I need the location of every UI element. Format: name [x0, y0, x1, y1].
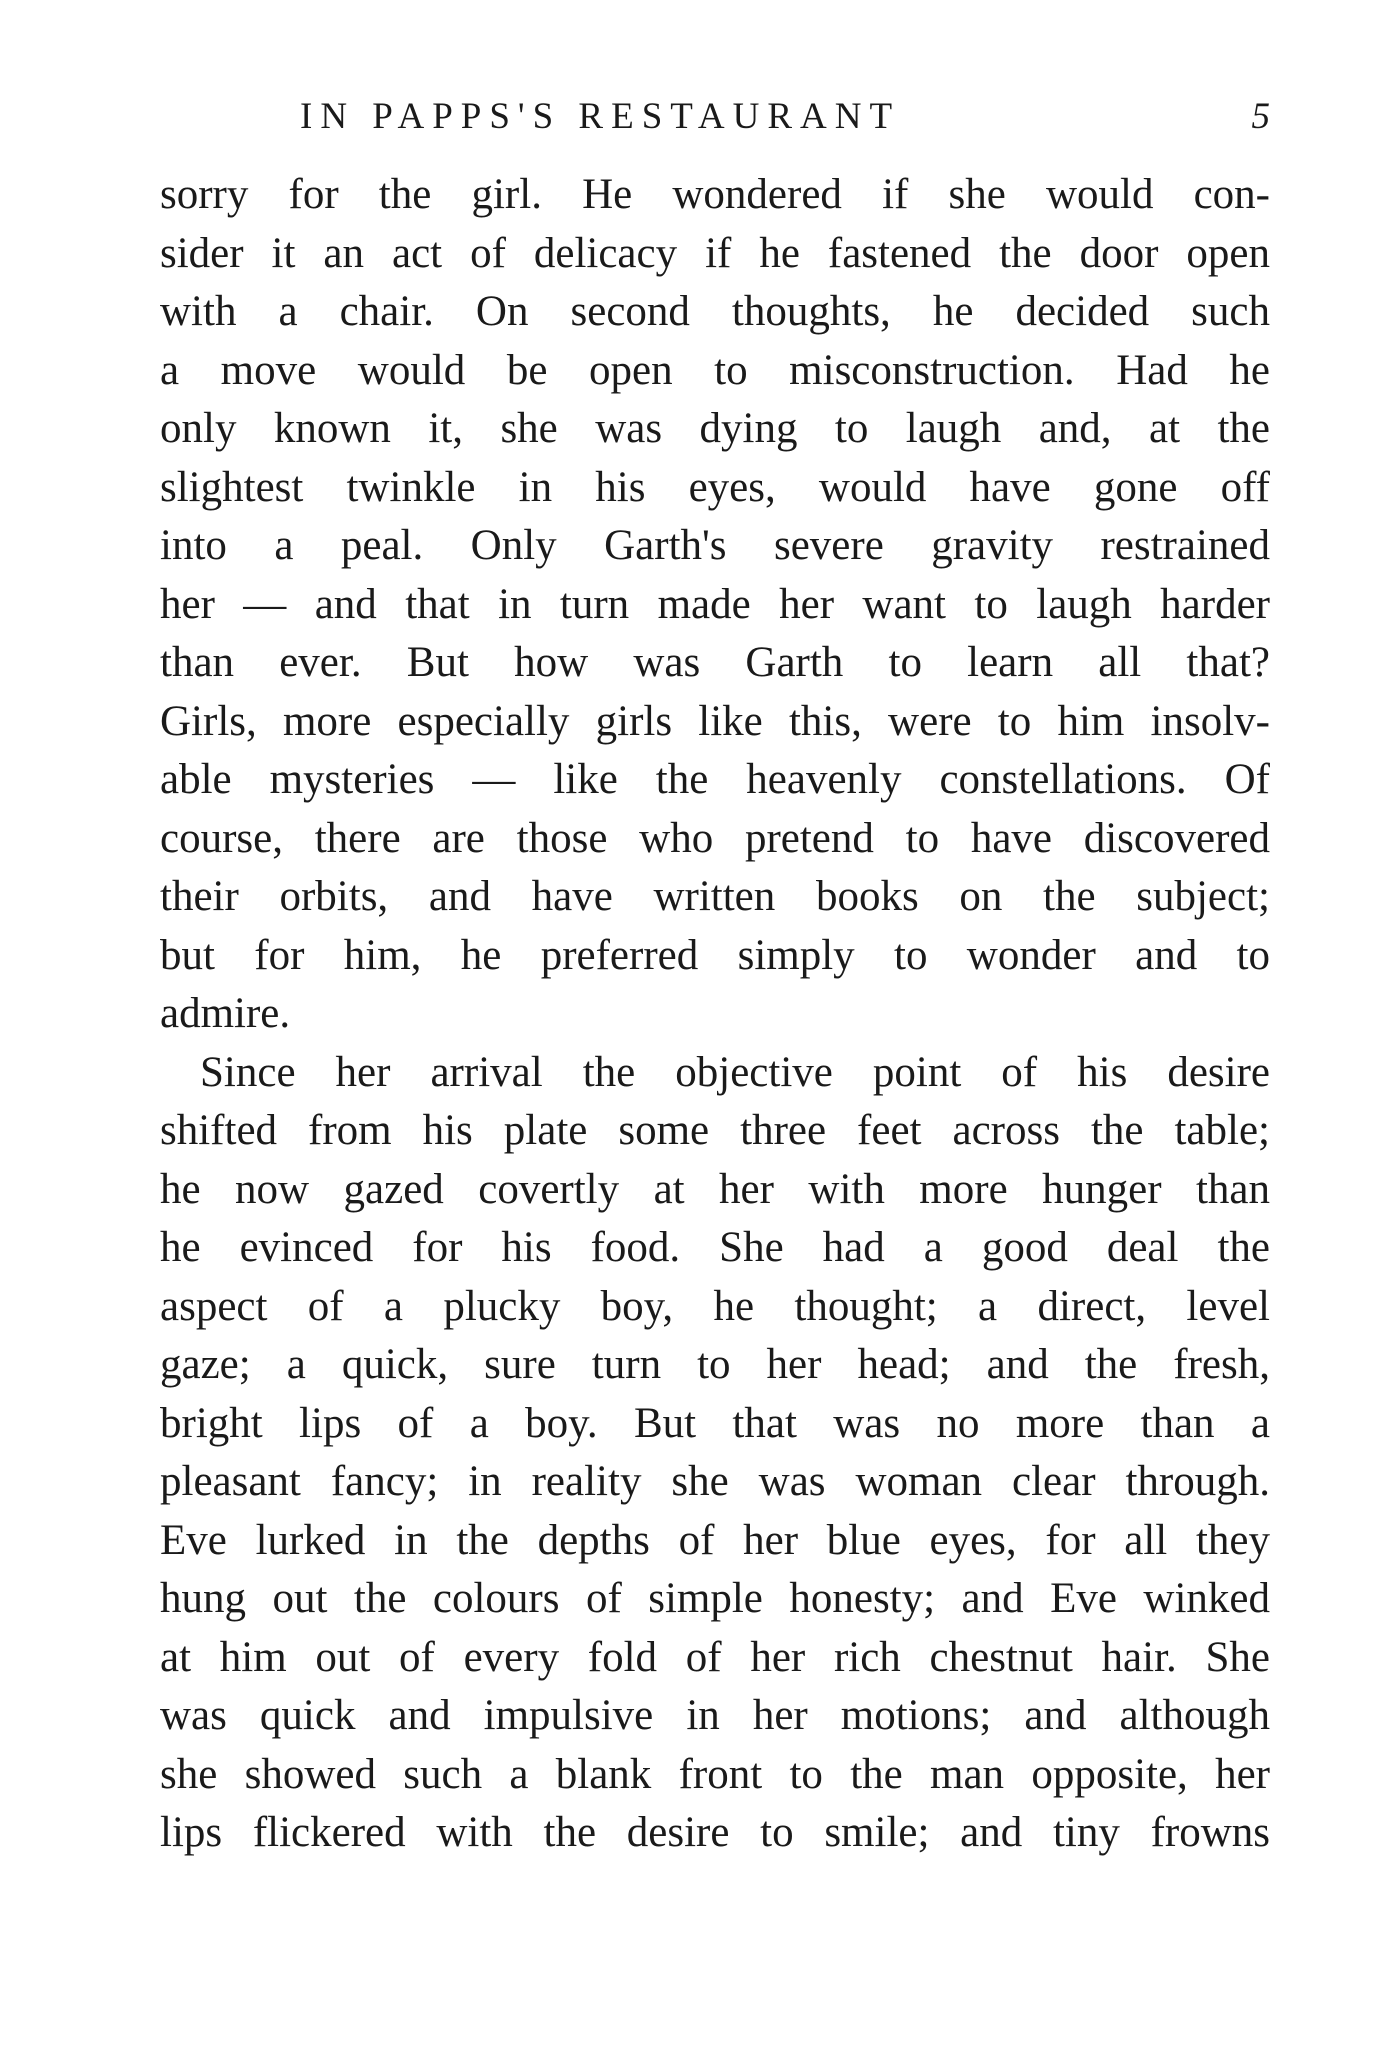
text-line: into a peal. Only Garth's severe gravity restrained [160, 522, 1270, 569]
text-line: course, there are those who pretend to have discovered [160, 814, 1270, 862]
text-line: a move would be open to misconstruction. Had he [160, 346, 1270, 394]
text-line: she showed such a blank front to the man opposite, her [160, 1750, 1270, 1798]
text-line: he now gazed covertly at her with more hunger than [160, 1165, 1270, 1213]
text-line: admire. [160, 990, 291, 1037]
text-line: lips flickered with the desire to smile; and tiny frowns [160, 1809, 1270, 1856]
text-line: was quick and impulsive in her motions; and although [160, 1692, 1270, 1739]
text-line: their orbits, and have written books on the subject; [160, 873, 1270, 920]
text-line: Girls, more especially girls like this, were to him insolv- [160, 697, 1270, 745]
text-line: but for him, he preferred simply to wonder and to [160, 931, 1270, 979]
text-line: he evinced for his food. She had a good deal the [160, 1224, 1270, 1271]
text-line: able mysteries — like the heavenly constellations. Of [160, 756, 1270, 803]
text-line: Since her arrival the objective point of his desire [200, 1048, 1270, 1096]
text-line: sider it an act of delicacy if he fastened the door open [160, 229, 1270, 277]
text-line: with a chair. On second thoughts, he decided such [160, 288, 1270, 335]
running-head: IN PAPPS'S RESTAURANT [300, 96, 901, 137]
text-line: slightest twinkle in his eyes, would have gone off [160, 463, 1270, 511]
paragraph [160, 166, 1270, 1044]
text-line: aspect of a plucky boy, he thought; a direct, level [160, 1282, 1270, 1330]
text-line: than ever. But how was Garth to learn all that? [160, 639, 1270, 686]
text-line: gaze; a quick, sure turn to her head; and the fresh, [160, 1341, 1270, 1388]
text-line: pleasant fancy; in reality she was woman clear through. [160, 1458, 1270, 1505]
page-header [160, 92, 1270, 142]
page-number: 5 [1251, 96, 1270, 137]
body-text [160, 166, 1270, 1863]
text-line: her — and that in turn made her want to laugh harder [160, 580, 1270, 628]
text-line: shifted from his plate some three feet across the table; [160, 1107, 1270, 1154]
text-line: Eve lurked in the depths of her blue eyes, for all they [160, 1516, 1270, 1564]
text-line: sorry for the girl. He wondered if she would con- [160, 171, 1270, 218]
text-line: only known it, she was dying to laugh and, at the [160, 405, 1270, 452]
text-line: bright lips of a boy. But that was no more than a [160, 1399, 1270, 1447]
text-line: hung out the colours of simple honesty; and Eve winked [160, 1575, 1270, 1622]
paragraph [160, 1044, 1270, 1863]
text-line: at him out of every fold of her rich chestnut hair. She [160, 1633, 1270, 1681]
